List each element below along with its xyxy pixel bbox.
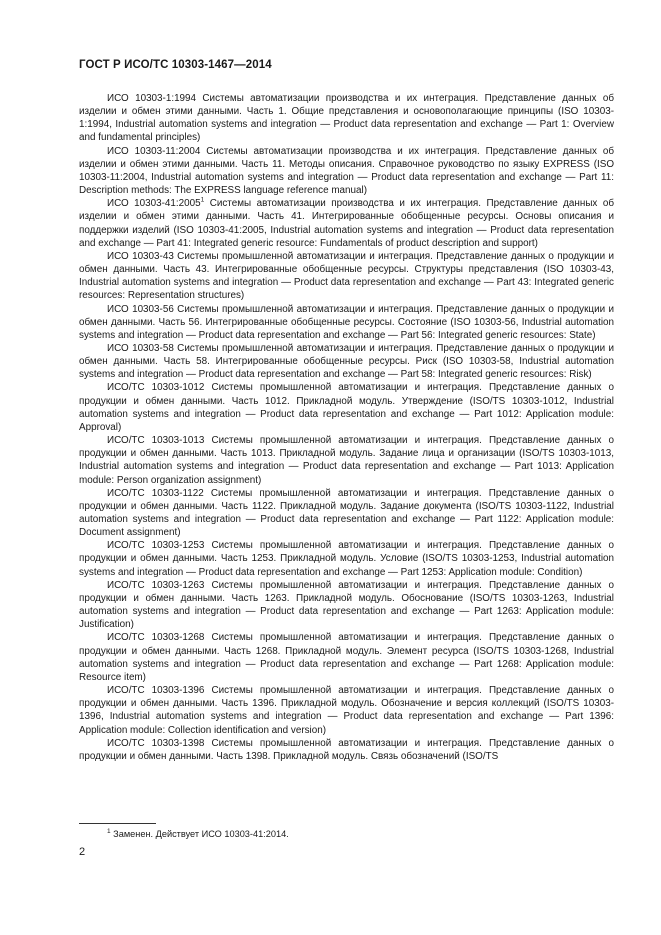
reference-text: ИСО 10303-11:2004 Системы автоматизации производства и их интеграция. Представление данных об изделии и обмен этими данными. Часть 11. Методы описания. Справочное руководство по языку EXPRESS (ISO 10303-11:2004, Industrial automation systems and integration — Product data representation and exchange — Part 11: Description methods: The EXPRESS language reference manual) (79, 145, 614, 197)
reference-paragraph (79, 92, 614, 145)
reference-text: ИСО/ТС 10303-1268 Системы промышленной автоматизации и интеграция. Представление данных о продукции и обмен данными. Часть 1268. Прикладной модуль. Элемент ресурса (ISO/TS 10303-1268, Industrial automation systems and integration — Product data representation and exchange — Part 1268: Application module: Resource item) (79, 632, 614, 683)
footnote (107, 828, 289, 840)
reference-paragraph (79, 684, 614, 737)
reference-text: ИСО/ТС 10303-1263 Системы промышленной автоматизации и интеграция. Представление данных о продукции и обмен данными. Часть 1263. Прикладной модуль. Обоснование (ISO/TS 10303-1263, Industrial automation systems and integration — Product data representation and exchange — Part 1263: Application module: Justification) (79, 579, 614, 631)
reference-text: ИСО 10303-1:1994 Системы автоматизации производства и их интеграция. Представление данных об изделии и обмен этими данными. Часть 1. Общие представления и основополагающие принципы (ISO 10303-1:1994, Industrial automation systems and integration — Product data representation and exchange — Part 1: Overview and fundamental principles) (79, 93, 614, 144)
reference-paragraph (79, 342, 614, 381)
reference-paragraph (79, 381, 614, 434)
reference-text: ИСО 10303-58 Системы промышленной автоматизации и интеграция. Представление данных о продукции и обмен данными. Часть 58. Интегрированные обобщенные ресурсы. Риск (ISO 10303-58, Industrial automation systems and integration — Product data representation and exchange — Part 58: Integrated generic resources: Risk) (79, 342, 614, 381)
reference-paragraph (79, 145, 614, 198)
reference-text: ИСО 10303-56 Системы промышленной автоматизации и интеграция. Представление данных о продукции и обмен данными. Часть 56. Интегрированные обобщенные ресурсы. Состояние (ISO 10303-56, Industrial automation systems and integration — Product data representation and exchange — Part 56: Integrated generic resources: State) (79, 303, 614, 341)
references-list (79, 92, 614, 763)
reference-text: ИСО/ТС 10303-1013 Системы промышленной автоматизации и интеграция. Представление данных о продукции и обмен данными. Часть 1013. Прикладной модуль. Задание лица и организации (ISO/TS 10303-1013, Industrial automation systems and integration — Product data representation and exchange — Part 1013: Application module: Person organization assignment) (79, 435, 614, 486)
reference-text-continued: Системы автоматизации производства и их интеграция. Представление данных об изделии и обмен этими данными. Часть 41. Интегрированные обобщенные ресурсы. Основы описания и поддержки изделий (ISO 10303-41:2005, Industrial automation systems and integration — Product data representation and exchange — Part 41: Integrated generic resource: Fundamentals of product description and support) (79, 198, 614, 249)
reference-text: ИСО/ТС 10303-1396 Системы промышленной автоматизации и интеграция. Представление данных о продукции и обмен данными. Часть 1396. Прикладной модуль. Обозначение и версия коллекций (ISO/TS 10303-1396, Industrial automation systems and integration — Product data representation and exchange — Part 1396: Application module: Collection identification and version) (79, 685, 614, 736)
document-header: ГОСТ Р ИСО/ТС 10303-1467—2014 (79, 59, 272, 71)
reference-paragraph (79, 579, 614, 632)
reference-paragraph (79, 539, 614, 578)
footnote-marker: 1 (200, 196, 205, 204)
reference-paragraph (79, 631, 614, 684)
footnote-divider (79, 823, 156, 824)
footnote-number: 1 (107, 827, 111, 835)
page-number: 2 (79, 846, 86, 858)
reference-text: ИСО/ТС 10303-1253 Системы промышленной автоматизации и интеграция. Представление данных о продукции и обмен данными. Часть 1253. Прикладной модуль. Условие (ISO/TS 10303-1253, Industrial automation systems and integration — Product data representation and exchange — Part 1253: Application module: Condition) (79, 540, 614, 578)
reference-text: ИСО/ТС 10303-1122 Системы промышленной автоматизации и интеграция. Представление данных о продукции и обмен данными. Часть 1122. Прикладной модуль. Задание документа (ISO/TS 10303-1122, Industrial automation systems and integration — Product data representation and exchange — Part 1122: Application module: Document assignment) (79, 487, 614, 539)
reference-paragraph (79, 197, 614, 250)
reference-paragraph (79, 303, 614, 342)
reference-paragraph (79, 434, 614, 487)
reference-text: ИСО 10303-43 Системы промышленной автоматизации и интеграция. Представление данных о продукции и обмен данными. Часть 43. Интегрированные обобщенные ресурсы. Структуры представления (ISO 10303-43, Industrial automation systems and integration — Product data representation and exchange — Part 43: Integrated generic resources: Representation structures) (79, 250, 614, 302)
footnote-text: Заменен. Действует ИСО 10303-41:2014. (110, 829, 289, 839)
reference-text: ИСО/ТС 10303-1012 Системы промышленной автоматизации и интеграция. Представление данных о продукции и обмен данными. Часть 1012. Прикладной модуль. Утверждение (ISO/TS 10303-1012, Industrial automation systems and integration — Product data representation and exchange — Part 1012: Application module: Approval) (79, 382, 614, 433)
reference-paragraph (79, 250, 614, 303)
reference-text: ИСО 10303-41:2005 (107, 198, 201, 210)
reference-text: ИСО/ТС 10303-1398 Системы промышленной автоматизации и интеграция. Представление данных о продукции и обмен данными. Часть 1398. Прикладной модуль. Связь обозначений (ISO/TS (79, 737, 614, 762)
reference-paragraph (79, 487, 614, 540)
reference-paragraph (79, 737, 614, 763)
